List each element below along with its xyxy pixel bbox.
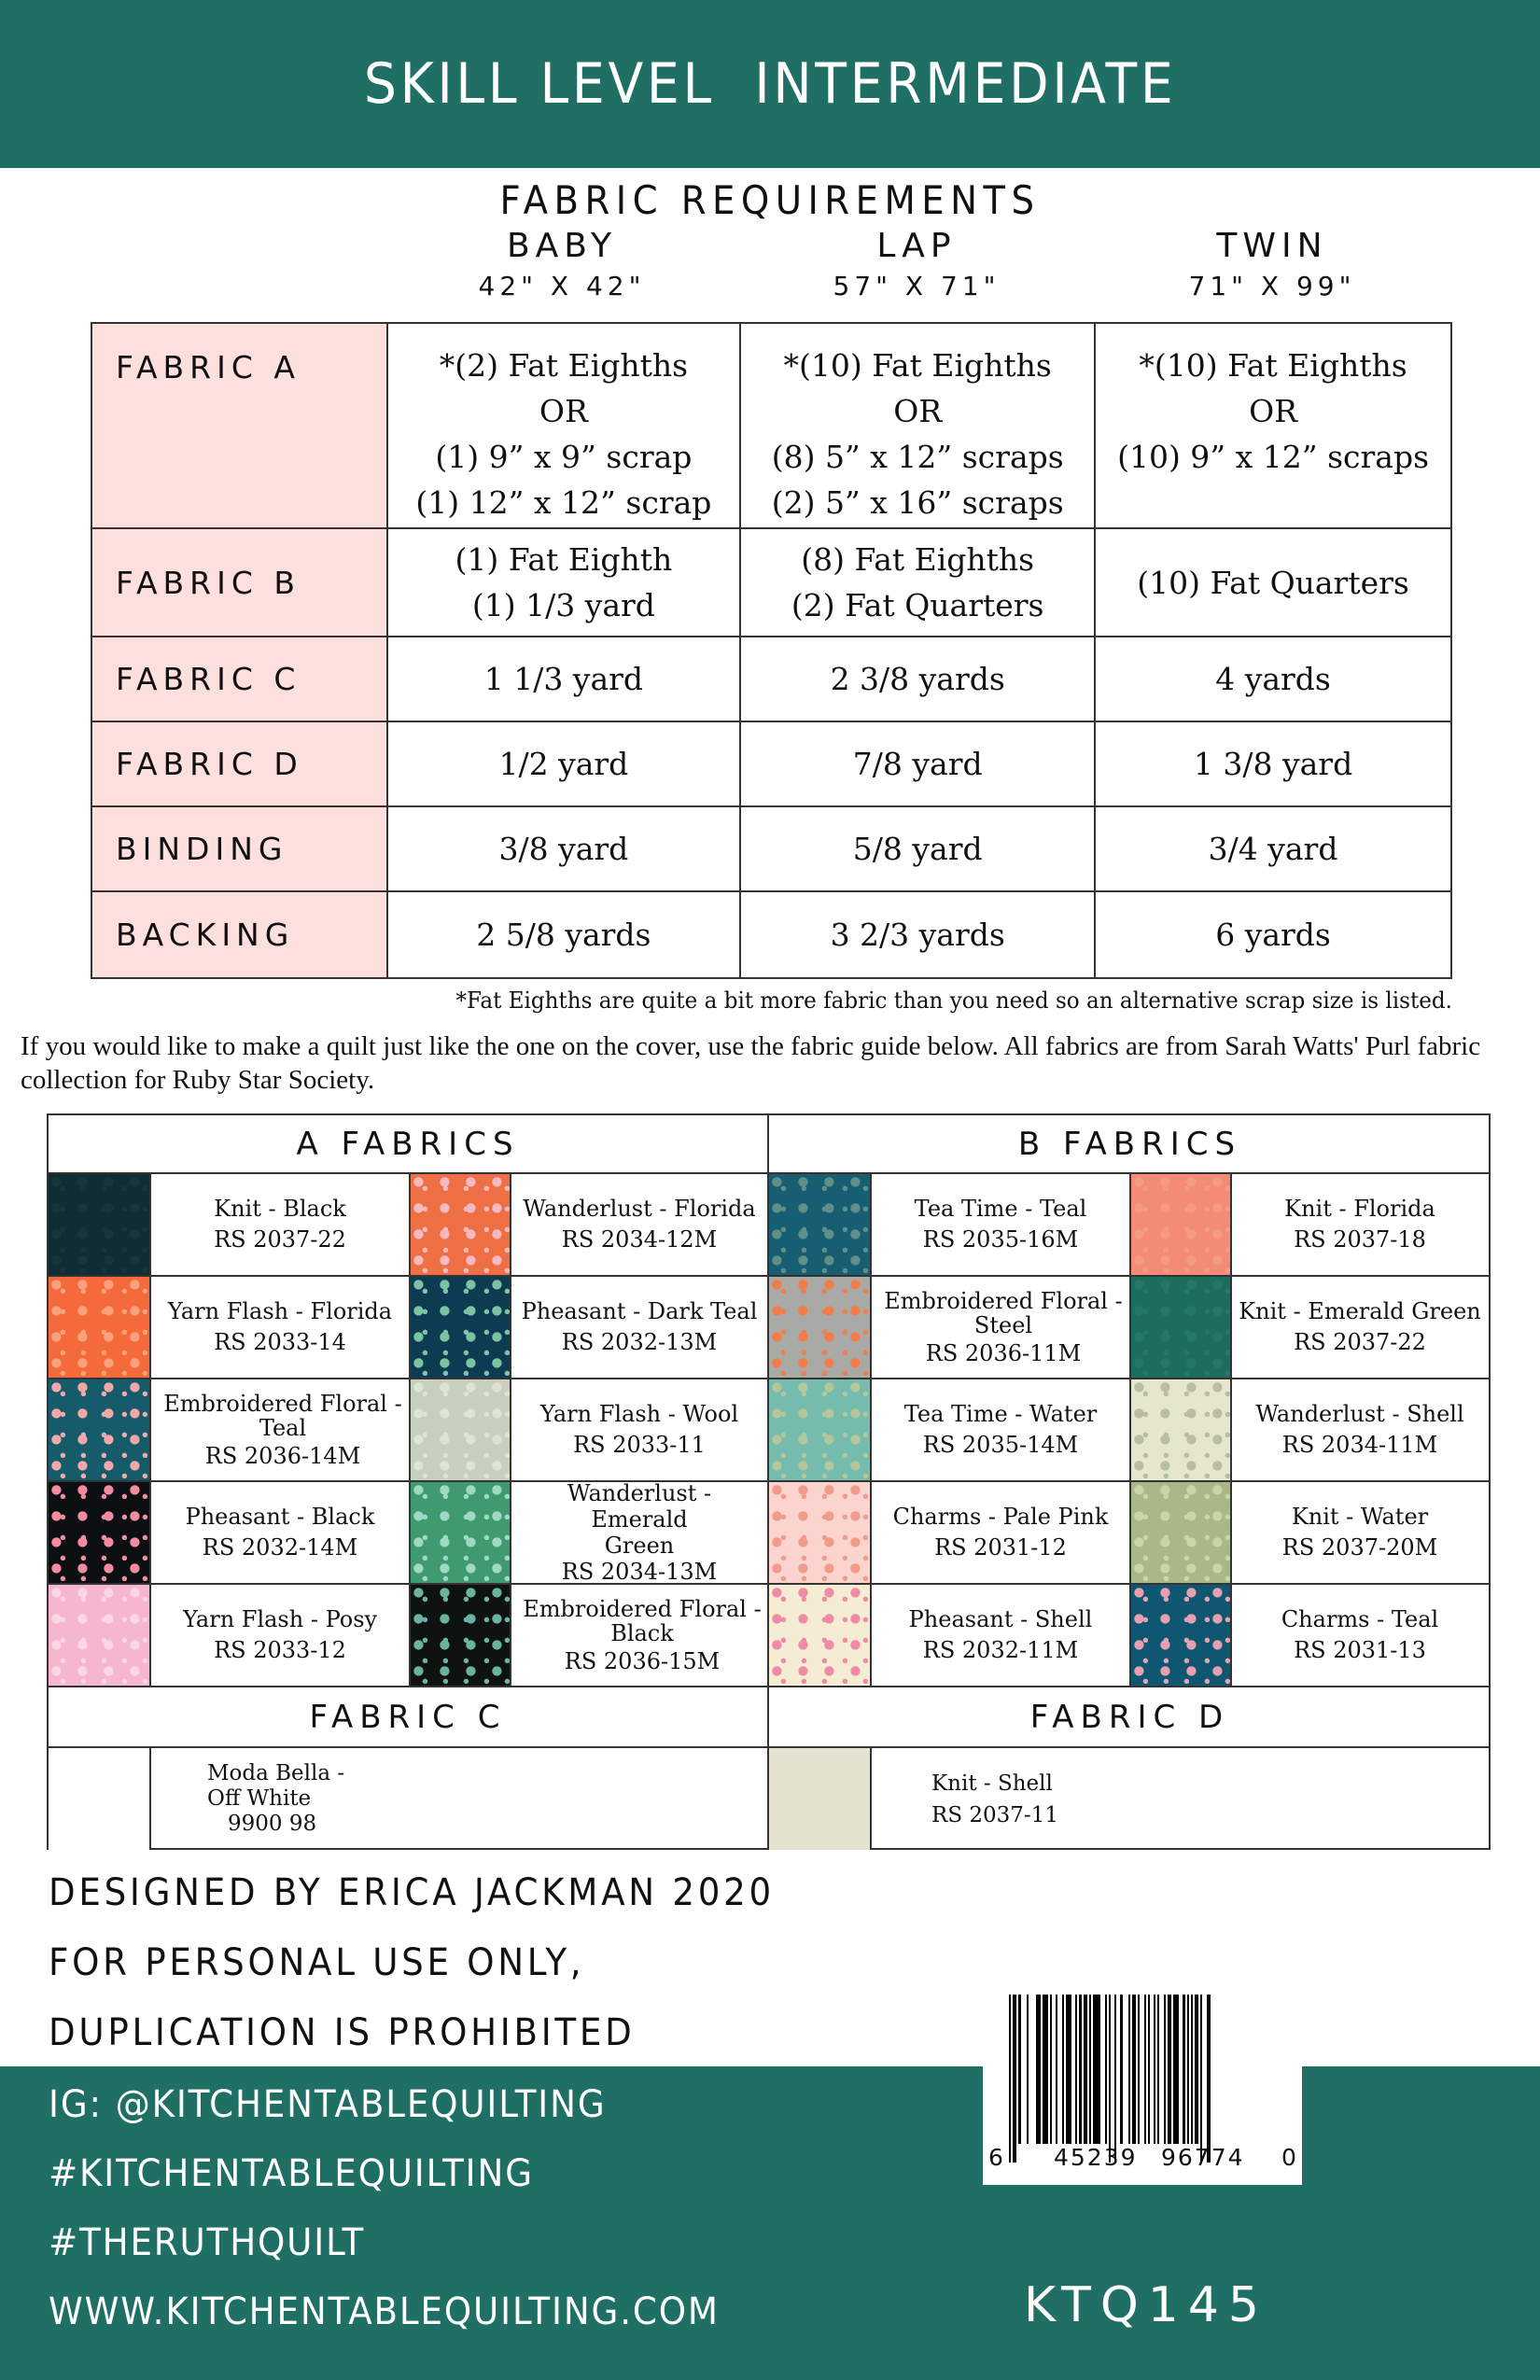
a-fabrics-heading: A FABRICS	[49, 1115, 767, 1174]
fabric-row	[49, 1174, 767, 1277]
fabric-c-heading: FABRIC C	[49, 1687, 767, 1748]
cell-line: (2) 5” x 16” scraps	[771, 484, 1064, 521]
fabric-name: Knit - Shell	[931, 1771, 1053, 1796]
table-cell: 7/8 yard	[740, 721, 1095, 806]
cell-line: OR	[893, 393, 943, 429]
cell-line: (8) 5” x 12” scraps	[771, 439, 1064, 475]
fabric-d-heading: FABRIC D	[769, 1687, 1491, 1748]
fabric-code: RS 2033-11	[573, 1432, 706, 1458]
table-row	[91, 637, 1451, 721]
fabric-label	[511, 1277, 767, 1378]
barcode-bar	[1093, 1995, 1100, 2144]
size-dims-lap: 57" X 71"	[833, 271, 1001, 301]
fabric-label	[872, 1379, 1129, 1480]
fabric-item	[409, 1482, 767, 1583]
fabric-item	[409, 1379, 767, 1480]
fabric-item	[769, 1379, 1129, 1480]
fabric-name: Yarn Flash - Wool	[539, 1401, 739, 1427]
fabric-item	[49, 1174, 409, 1275]
table-cell: 3 2/3 yards	[740, 891, 1095, 978]
fabric-code: RS 2034-12M	[561, 1226, 718, 1253]
barcode	[983, 1995, 1302, 2185]
cell-line: *(2) Fat Eighths	[439, 347, 689, 384]
b-fabrics-heading: B FABRICS	[769, 1115, 1491, 1174]
cell-line: (10) 9” x 12” scraps	[1117, 439, 1430, 475]
fabric-item	[1129, 1482, 1488, 1583]
table-cell	[387, 323, 741, 528]
fabric-name: Tea Time - Water	[903, 1401, 1098, 1427]
row-label: BINDING	[91, 806, 387, 891]
fabric-name: Wanderlust - Florida	[523, 1196, 756, 1222]
fabric-code: RS 2032-11M	[922, 1637, 1079, 1663]
fabric-swatch	[411, 1482, 511, 1583]
fabric-swatch	[1131, 1585, 1232, 1686]
fabric-label	[151, 1482, 409, 1583]
fabric-label	[872, 1748, 1491, 1850]
fabric-swatch	[1131, 1379, 1232, 1480]
fabric-label	[511, 1174, 767, 1275]
fabric-code: RS 2034-13M	[561, 1559, 718, 1585]
row-label: FABRIC A	[91, 323, 387, 528]
table-cell: 3/8 yard	[387, 806, 741, 891]
fabric-code: RS 2037-20M	[1281, 1534, 1438, 1561]
table-cell: 2 5/8 yards	[387, 891, 741, 978]
fabric-row	[49, 1585, 767, 1687]
fabric-swatch	[49, 1482, 151, 1583]
fabric-label	[151, 1585, 409, 1686]
fabric-name: Embroidered Floral - Black	[523, 1596, 762, 1646]
fabric-swatch	[411, 1585, 511, 1686]
table-row	[91, 891, 1451, 978]
fabric-requirements-table	[91, 322, 1452, 979]
fabric-requirements-title: FABRIC REQUIREMENTS	[499, 177, 1041, 223]
barcode-digits-left: 45239	[1054, 2144, 1138, 2171]
fabric-label	[872, 1482, 1129, 1583]
table-row	[91, 721, 1451, 806]
fabric-swatch	[1131, 1277, 1232, 1378]
table-row	[91, 806, 1451, 891]
fabric-row	[769, 1174, 1491, 1277]
table-cell	[1095, 528, 1451, 637]
barcode-bar	[1211, 1995, 1212, 2163]
fabric-code: 9900 98	[228, 1812, 317, 1836]
fabric-swatch	[769, 1379, 872, 1480]
fabric-item	[49, 1277, 409, 1378]
fabric-code: RS 2033-14	[214, 1329, 346, 1355]
cell-line: *(10) Fat Eighths	[783, 347, 1052, 384]
table-cell	[387, 528, 741, 637]
hashtag-kitchentablequilting[interactable]: #KITCHENTABLEQUILTING	[49, 2152, 534, 2195]
fabric-name: Knit - Black	[214, 1196, 346, 1222]
fabric-code: RS 2036-14M	[204, 1443, 361, 1469]
hashtag-theruthquilt[interactable]: #THERUTHQUILT	[49, 2221, 366, 2264]
table-cell: 6 yards	[1095, 891, 1451, 978]
size-dims-twin: 71" X 99"	[1188, 271, 1356, 301]
fabric-item	[769, 1482, 1129, 1583]
fabric-swatch	[49, 1174, 151, 1275]
product-sku: KTQ145	[1024, 2277, 1269, 2333]
skill-level-title: SKILL LEVEL INTERMEDIATE	[363, 51, 1177, 117]
fabric-swatch	[411, 1277, 511, 1378]
fabric-name: Pheasant - Shell	[908, 1606, 1093, 1632]
fabric-code: RS 2033-12	[214, 1637, 346, 1663]
fabric-code: RS 2035-14M	[922, 1432, 1079, 1458]
fabric-name: Knit - Emerald Green	[1239, 1298, 1481, 1324]
table-cell	[740, 323, 1095, 528]
fabric-row	[769, 1277, 1491, 1379]
fabric-row	[769, 1748, 1491, 1850]
fabric-name: Off White	[207, 1786, 312, 1811]
fabric-row	[769, 1585, 1491, 1687]
size-dims-baby: 42" X 42"	[478, 271, 646, 301]
row-label: BACKING	[91, 891, 387, 978]
fabric-item	[49, 1748, 767, 1850]
fabric-code: RS 2032-14M	[202, 1534, 358, 1561]
fabric-label	[151, 1174, 409, 1275]
fabric-swatch	[769, 1174, 872, 1275]
duplication-notice: DUPLICATION IS PROHIBITED	[49, 2011, 636, 2054]
fabric-swatch	[769, 1482, 872, 1583]
fabric-code: RS 2036-15M	[564, 1648, 721, 1674]
fabric-label	[872, 1277, 1129, 1378]
fabric-item	[49, 1585, 409, 1686]
fabric-guide	[47, 1113, 1491, 1850]
fabric-name: Knit - Florida	[1284, 1196, 1435, 1222]
fabric-code: RS 2037-11	[931, 1802, 1058, 1827]
fabric-row	[49, 1482, 767, 1585]
fabric-code: RS 2031-12	[934, 1534, 1067, 1561]
header-band	[0, 0, 1540, 168]
fabric-label	[1232, 1277, 1488, 1378]
fabric-swatch	[411, 1174, 511, 1275]
fabric-name: Yarn Flash - Florida	[167, 1298, 393, 1324]
size-heading-baby: BABY	[506, 227, 618, 265]
fabric-code: RS 2032-13M	[561, 1329, 718, 1355]
fabric-swatch	[769, 1585, 872, 1686]
fabric-name: Pheasant - Black	[185, 1504, 375, 1530]
a-fabrics-column	[49, 1115, 769, 1848]
cell-line: *(10) Fat Eighths	[1139, 347, 1407, 384]
fabric-swatch	[49, 1277, 151, 1378]
fabric-swatch	[769, 1748, 872, 1850]
table-cell: 3/4 yard	[1095, 806, 1451, 891]
fabric-name: Wanderlust - Shell	[1255, 1401, 1464, 1427]
fabric-row	[49, 1277, 767, 1379]
fabric-name: Embroidered Floral - Teal	[163, 1391, 402, 1441]
table-cell: 1 3/8 yard	[1095, 721, 1451, 806]
fabric-row	[49, 1748, 767, 1850]
cell-line: (1) Fat Eighth	[455, 541, 673, 578]
fabric-swatch	[49, 1748, 151, 1850]
fabric-label	[151, 1748, 767, 1850]
fabric-code: RS 2036-11M	[925, 1340, 1082, 1366]
fabric-row	[49, 1379, 767, 1482]
row-label: FABRIC B	[91, 528, 387, 637]
barcode-digit-check: 0	[1281, 2144, 1296, 2171]
cell-line: OR	[539, 393, 588, 429]
size-heading-lap: LAP	[876, 227, 957, 265]
fabric-name: Charms - Pale Pink	[892, 1504, 1109, 1530]
fabric-item	[769, 1748, 1491, 1850]
table-row	[91, 528, 1451, 637]
barcode-digit-lead: 6	[988, 2144, 1003, 2171]
table-cell: 4 yards	[1095, 637, 1451, 721]
fabric-swatch	[1131, 1482, 1232, 1583]
fabric-item	[409, 1585, 767, 1686]
designer-credit: DESIGNED BY ERICA JACKMAN 2020	[49, 1871, 775, 1914]
fabric-item	[1129, 1174, 1488, 1275]
fabric-label	[511, 1482, 767, 1583]
personal-use-notice: FOR PERSONAL USE ONLY,	[49, 1941, 585, 1984]
fabric-item	[409, 1277, 767, 1378]
fabric-item	[1129, 1585, 1488, 1686]
fabric-item	[49, 1482, 409, 1583]
fabric-label	[151, 1379, 409, 1480]
fabric-row	[769, 1379, 1491, 1482]
fabric-swatch	[49, 1585, 151, 1686]
fabric-code: RS 2035-16M	[922, 1226, 1079, 1253]
fabric-label	[1232, 1379, 1488, 1480]
fabric-item	[1129, 1277, 1488, 1378]
fabric-item	[1129, 1379, 1488, 1480]
fabric-name: Embroidered Floral - Steel	[884, 1288, 1123, 1338]
fabric-name: Pheasant - Dark Teal	[521, 1298, 758, 1324]
fabric-label	[1232, 1482, 1488, 1583]
fabric-swatch	[411, 1379, 511, 1480]
instagram-handle[interactable]: IG: @KITCHENTABLEQUILTING	[49, 2083, 607, 2126]
fabric-name: Yarn Flash - Posy	[182, 1606, 378, 1632]
table-cell: 2 3/8 yards	[740, 637, 1095, 721]
fabric-name: Wanderlust - Emerald Green	[567, 1480, 712, 1559]
fabric-item	[769, 1585, 1129, 1686]
table-cell: 1/2 yard	[387, 721, 741, 806]
row-label: FABRIC C	[91, 637, 387, 721]
fabric-label	[1232, 1585, 1488, 1686]
fabric-label	[151, 1277, 409, 1378]
fabric-swatch	[1131, 1174, 1232, 1275]
fabric-swatch	[49, 1379, 151, 1480]
cell-line: (2) Fat Quarters	[791, 587, 1044, 623]
table-cell: 5/8 yard	[740, 806, 1095, 891]
fabric-code: RS 2031-13	[1294, 1637, 1426, 1663]
fabric-item	[49, 1379, 409, 1480]
fabric-label	[872, 1585, 1129, 1686]
fabric-name: Charms - Teal	[1281, 1606, 1439, 1632]
barcode-bar	[1029, 1995, 1036, 2144]
cell-line: (1) 12” x 12” scrap	[415, 484, 712, 521]
b-fabrics-column	[769, 1115, 1491, 1848]
fabric-label	[872, 1174, 1129, 1275]
website-link[interactable]: WWW.KITCHENTABLEQUILTING.COM	[49, 2290, 720, 2333]
cell-line: (8) Fat Eighths	[801, 541, 1035, 578]
footnote: *Fat Eighths are quite a bit more fabric than you need so an alternative scrap size is listed.	[455, 987, 1452, 1014]
fabric-code: RS 2037-22	[214, 1226, 346, 1253]
intro-paragraph: If you would like to make a quilt just like the one on the cover, use the fabric guide below. All fabrics are from Sarah Watts' Purl fabric collection for Ruby Star Society.	[21, 1031, 1481, 1095]
cell-line: (10) Fat Quarters	[1137, 564, 1409, 601]
barcode-bars	[1009, 1995, 1280, 2163]
fabric-item	[769, 1174, 1129, 1275]
fabric-name: Knit - Water	[1291, 1504, 1429, 1530]
fabric-item	[769, 1277, 1129, 1378]
cell-line: (1) 9” x 9” scrap	[435, 439, 693, 475]
fabric-item	[409, 1174, 767, 1275]
fabric-name: Moda Bella -	[207, 1761, 345, 1785]
fabric-label	[511, 1379, 767, 1480]
cell-line: OR	[1249, 393, 1298, 429]
fabric-swatch	[769, 1277, 872, 1378]
table-cell	[1095, 323, 1451, 528]
fabric-label	[1232, 1174, 1488, 1275]
fabric-label	[511, 1585, 767, 1686]
table-row	[91, 323, 1451, 528]
table-cell	[740, 528, 1095, 637]
fabric-name: Tea Time - Teal	[914, 1196, 1087, 1222]
size-heading-twin: TWIN	[1216, 227, 1328, 265]
fabric-code: RS 2037-22	[1294, 1329, 1426, 1355]
fabric-row	[769, 1482, 1491, 1585]
table-cell: 1 1/3 yard	[387, 637, 741, 721]
row-label: FABRIC D	[91, 721, 387, 806]
fabric-code: RS 2037-18	[1294, 1226, 1426, 1253]
fabric-code: RS 2034-11M	[1281, 1432, 1438, 1458]
barcode-digits-right: 96774	[1161, 2144, 1245, 2171]
cell-line: (1) 1/3 yard	[471, 587, 655, 623]
